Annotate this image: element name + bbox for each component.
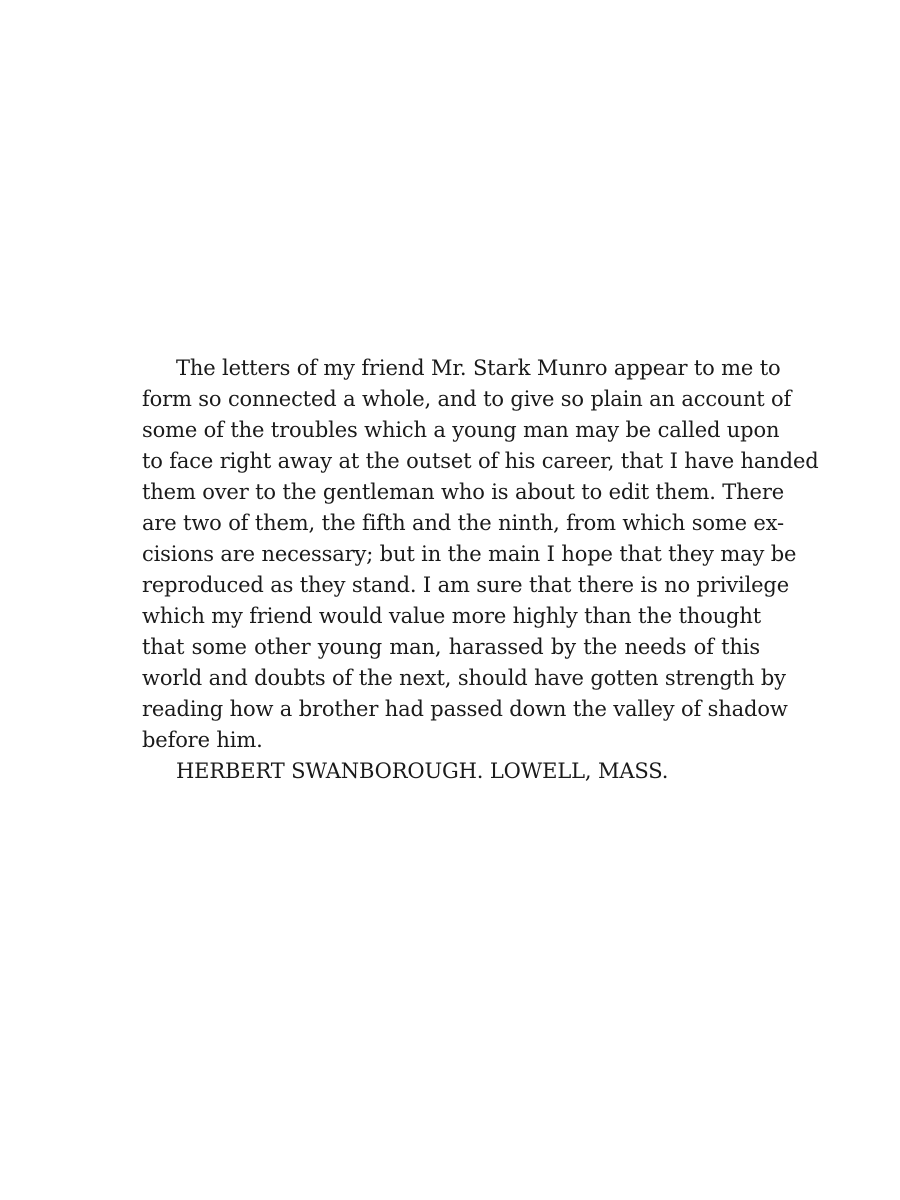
preface-line: reproduced as they stand. I am sure that there is no privilege: [142, 573, 789, 597]
preface-line: are two of them, the fifth and the ninth, from which some ex-: [142, 511, 784, 535]
preface-line: form so connected a whole, and to give so plain an account of: [142, 387, 792, 411]
preface-line: cisions are necessary; but in the main I hope that they may be: [142, 542, 797, 566]
preface-line: reading how a brother had passed down the valley of shadow: [142, 697, 788, 721]
preface-line: world and doubts of the next, should have gotten strength by: [142, 666, 786, 690]
preface-line: some of the troubles which a young man may be called upon: [142, 418, 780, 442]
preface-line: them over to the gentleman who is about to edit them. There: [142, 480, 784, 504]
preface-line: that some other young man, harassed by the needs of this: [142, 635, 760, 659]
preface-line: before him.: [142, 728, 263, 752]
preface-line: to face right away at the outset of his career, that I have handed: [142, 449, 819, 473]
preface-text: [142, 353, 819, 787]
signature: HERBERT SWANBOROUGH. LOWELL, MASS.: [176, 759, 669, 783]
preface-line: The letters of my friend Mr. Stark Munro appear to me to: [176, 356, 781, 380]
preface-line: which my friend would value more highly than the thought: [142, 604, 761, 628]
